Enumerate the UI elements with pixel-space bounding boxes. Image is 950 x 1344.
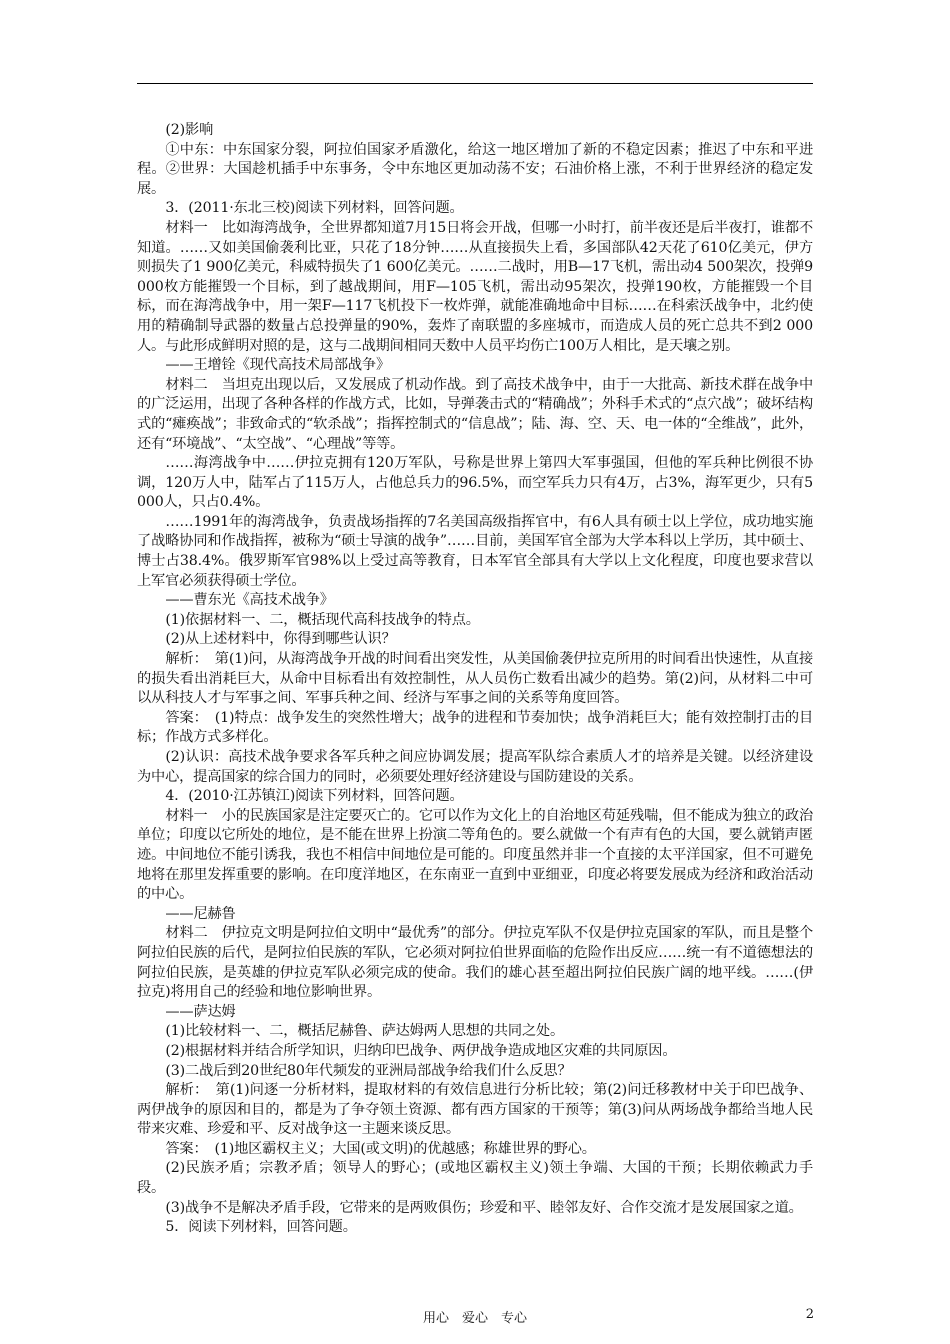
paragraph: 4．(2010·江苏镇江)阅读下列材料，回答问题。	[165, 788, 464, 805]
paragraph: (2)影响	[165, 122, 214, 138]
source-attribution: ——萨达姆	[165, 1003, 236, 1020]
analysis: 解析： 第(1)问，从海湾战争开战的时间看出突发性，从美国偷袭伊拉克所用的时间看出快速性，从直接的损失看出消耗巨大，从命中目标看出有效控制性，从人员伤亡数看出减少的趋势。第(2)问，从材料二中可以从科技人才与军事之间、军事兵种之间、经济与军事之间的关系等角度回答。	[137, 651, 813, 707]
analysis: 解析： 第(1)问逐一分析材料，提取材料的有效信息进行分析比较；第(2)问迁移教材中关于印巴战争、两伊战争的原因和目的，都是为了争夺领土资源、都有西方国家的干预等；第(3)问从两场战争都给当地人民带来灾难、珍爱和平、反对战争这一主题来谈反思。	[137, 1082, 813, 1138]
source-attribution: ——尼赫鲁	[165, 905, 236, 922]
source-attribution: ——王增铨《现代高技术局部战争》	[165, 357, 390, 374]
paragraph: ……1991年的海湾战争，负责战场指挥的7名美国高级指挥官中，有6人具有硕士以上学位，成功地实施了战略协同和作战指挥，被称为“硕士导演的战争”……目前，美国军官全部为大学本科以上学历，其中硕士、博士占38.4%。俄罗斯军官98%以上受过高等教育，日本军官全部具有大学以上文化程度，印度也要求营以上军官必须获得硕士学位。	[137, 513, 813, 589]
question: (2)从上述材料中，你得到哪些认识？	[165, 631, 396, 648]
document-body	[137, 121, 818, 1238]
question: (3)二战后到20世纪80年代频发的亚洲局部战争给我们什么反思？	[165, 1062, 572, 1079]
question: (1)比较材料一、二，概括尼赫鲁、萨达姆两人思想的共同之处。	[165, 1023, 565, 1040]
answer: (3)战争不是解决矛盾手段，它带来的是两败俱伤；珍爱和平、睦邻友好、合作交流才是发展国家之道。	[165, 1199, 803, 1216]
header-rule	[137, 83, 813, 84]
paragraph: 材料一 比如海湾战争，全世界都知道7月15日将会开战，但哪一小时打，前半夜还是后半夜打，谁都不知道。……又如美国偷袭利比亚，只花了18分钟……从直接损失上看，多国部队42天花了610亿美元，伊方则损失了1 900亿美元，科威特损失了1 600亿美元。……二战时，用B—17飞机，需出动4 500架次，投弹9 000枚方能摧毁一个目标，到了越战期间，用F—105飞机，需出动95架次，投弹190枚，方能摧毁一个目标，而在海湾战争中，用一架F—117飞机投下一枚炸弹，就能准确地命中目标……在科索沃战争中，北约使用的精确制导武器的数量占总投弹量的90%，轰炸了南联盟的多座城市，而造成人员的死亡总共不到2 000人。与此形成鲜明对照的是，这与二战期间相同天数中人员平均伤亡100万人相比，是天壤之别。	[137, 219, 818, 354]
paragraph: 材料二 当坦克出现以后，又发展成了机动作战。到了高技术战争中，由于一大批高、新技术群在战争中的广泛运用，出现了各种各样的作战方式，比如，导弹袭击式的“精确战”；外科手术式的“点穴战”；破坏结构式的“瘫痪战”；非致命式的“软杀战”；指挥控制式的“信息战”；陆、海、空、天、电一体的“全维战”，此外，还有“环境战”、“太空战”、“心理战”等等。	[137, 376, 813, 452]
page-number: 2	[805, 1307, 814, 1322]
paragraph: 5．阅读下列材料，回答问题。	[165, 1219, 357, 1236]
paragraph: ①中东：中东国家分裂，阿拉伯国家矛盾激化，给这一地区增加了新的不稳定因素；推迟了中东和平进程。②世界：大国趁机插手中东事务，令中东地区更加动荡不安；石油价格上涨，不利于世界经济的稳定发展。	[137, 141, 813, 197]
answer: 答案： (1)特点：战争发生的突然性增大；战争的进程和节奏加快；战争消耗巨大；能有效控制打击的目标；作战方式多样化。	[137, 709, 813, 746]
paragraph: 材料二 伊拉克文明是阿拉伯文明中“最优秀”的部分。伊拉克军队不仅是伊拉克国家的军队，而且是整个阿拉伯民族的后代，是阿拉伯民族的军队，它必须对阿拉伯世界面临的危险作出反应……统一有不道德想法的阿拉伯民族，是英雄的伊拉克军队必须完成的使命。我们的雄心甚至超出阿拉伯民族广阔的地平线。……(伊拉克)将用自己的经验和地位影响世界。	[137, 925, 813, 1001]
paragraph: ……海湾战争中……伊拉克拥有120万军队，号称是世界上第四大军事强国，但他的军兵种比例很不协调，120万人中，陆军占了115万人，占他总兵力的96.5%，而空军兵力只有4万，占3%，海军更少，只有5 000人，只占0.4%。	[137, 455, 818, 511]
paragraph: 材料一 小的民族国家是注定要灭亡的。它可以作为文化上的自治地区苟延残喘，但不能成为独立的政治单位；印度以它所处的地位，是不能在世界上扮演二等角色的。要么就做一个有声有色的大国，要么就销声匿迹。中间地位不能引诱我，我也不相信中间地位是可能的。印度虽然并非一个直接的太平洋国家，但不可避免地将在那里发挥重要的影响。在印度洋地区，在东南亚一直到中亚细亚，印度必将要发展成为经济和政治活动的中心。	[137, 807, 813, 903]
answer: (2)认识：高技术战争要求各军兵种之间应协调发展；提高军队综合素质人才的培养是关键。以经济建设为中心，提高国家的综合国力的同时，必须要处理好经济建设与国防建设的关系。	[137, 749, 813, 785]
footer-slogan: 用心 爱心 专心	[422, 1311, 527, 1326]
question: (1)依据材料一、二，概括现代高科技战争的特点。	[165, 611, 480, 628]
answer: (2)民族矛盾；宗教矛盾；领导人的野心；(或地区霸权主义)领土争端、大国的干预；长期依赖武力手段。	[137, 1160, 813, 1197]
question: (2)根据材料并结合所学知识，归纳印巴战争、两伊战争造成地区灾难的共同原因。	[165, 1042, 677, 1059]
paragraph: 3．(2011·东北三校)阅读下列材料，回答问题。	[165, 200, 464, 217]
answer: 答案： (1)地区霸权主义；大国(或文明)的优越感；称雄世界的野心。	[165, 1140, 596, 1157]
source-attribution: ——曹东光《高技术战争》	[165, 592, 334, 609]
